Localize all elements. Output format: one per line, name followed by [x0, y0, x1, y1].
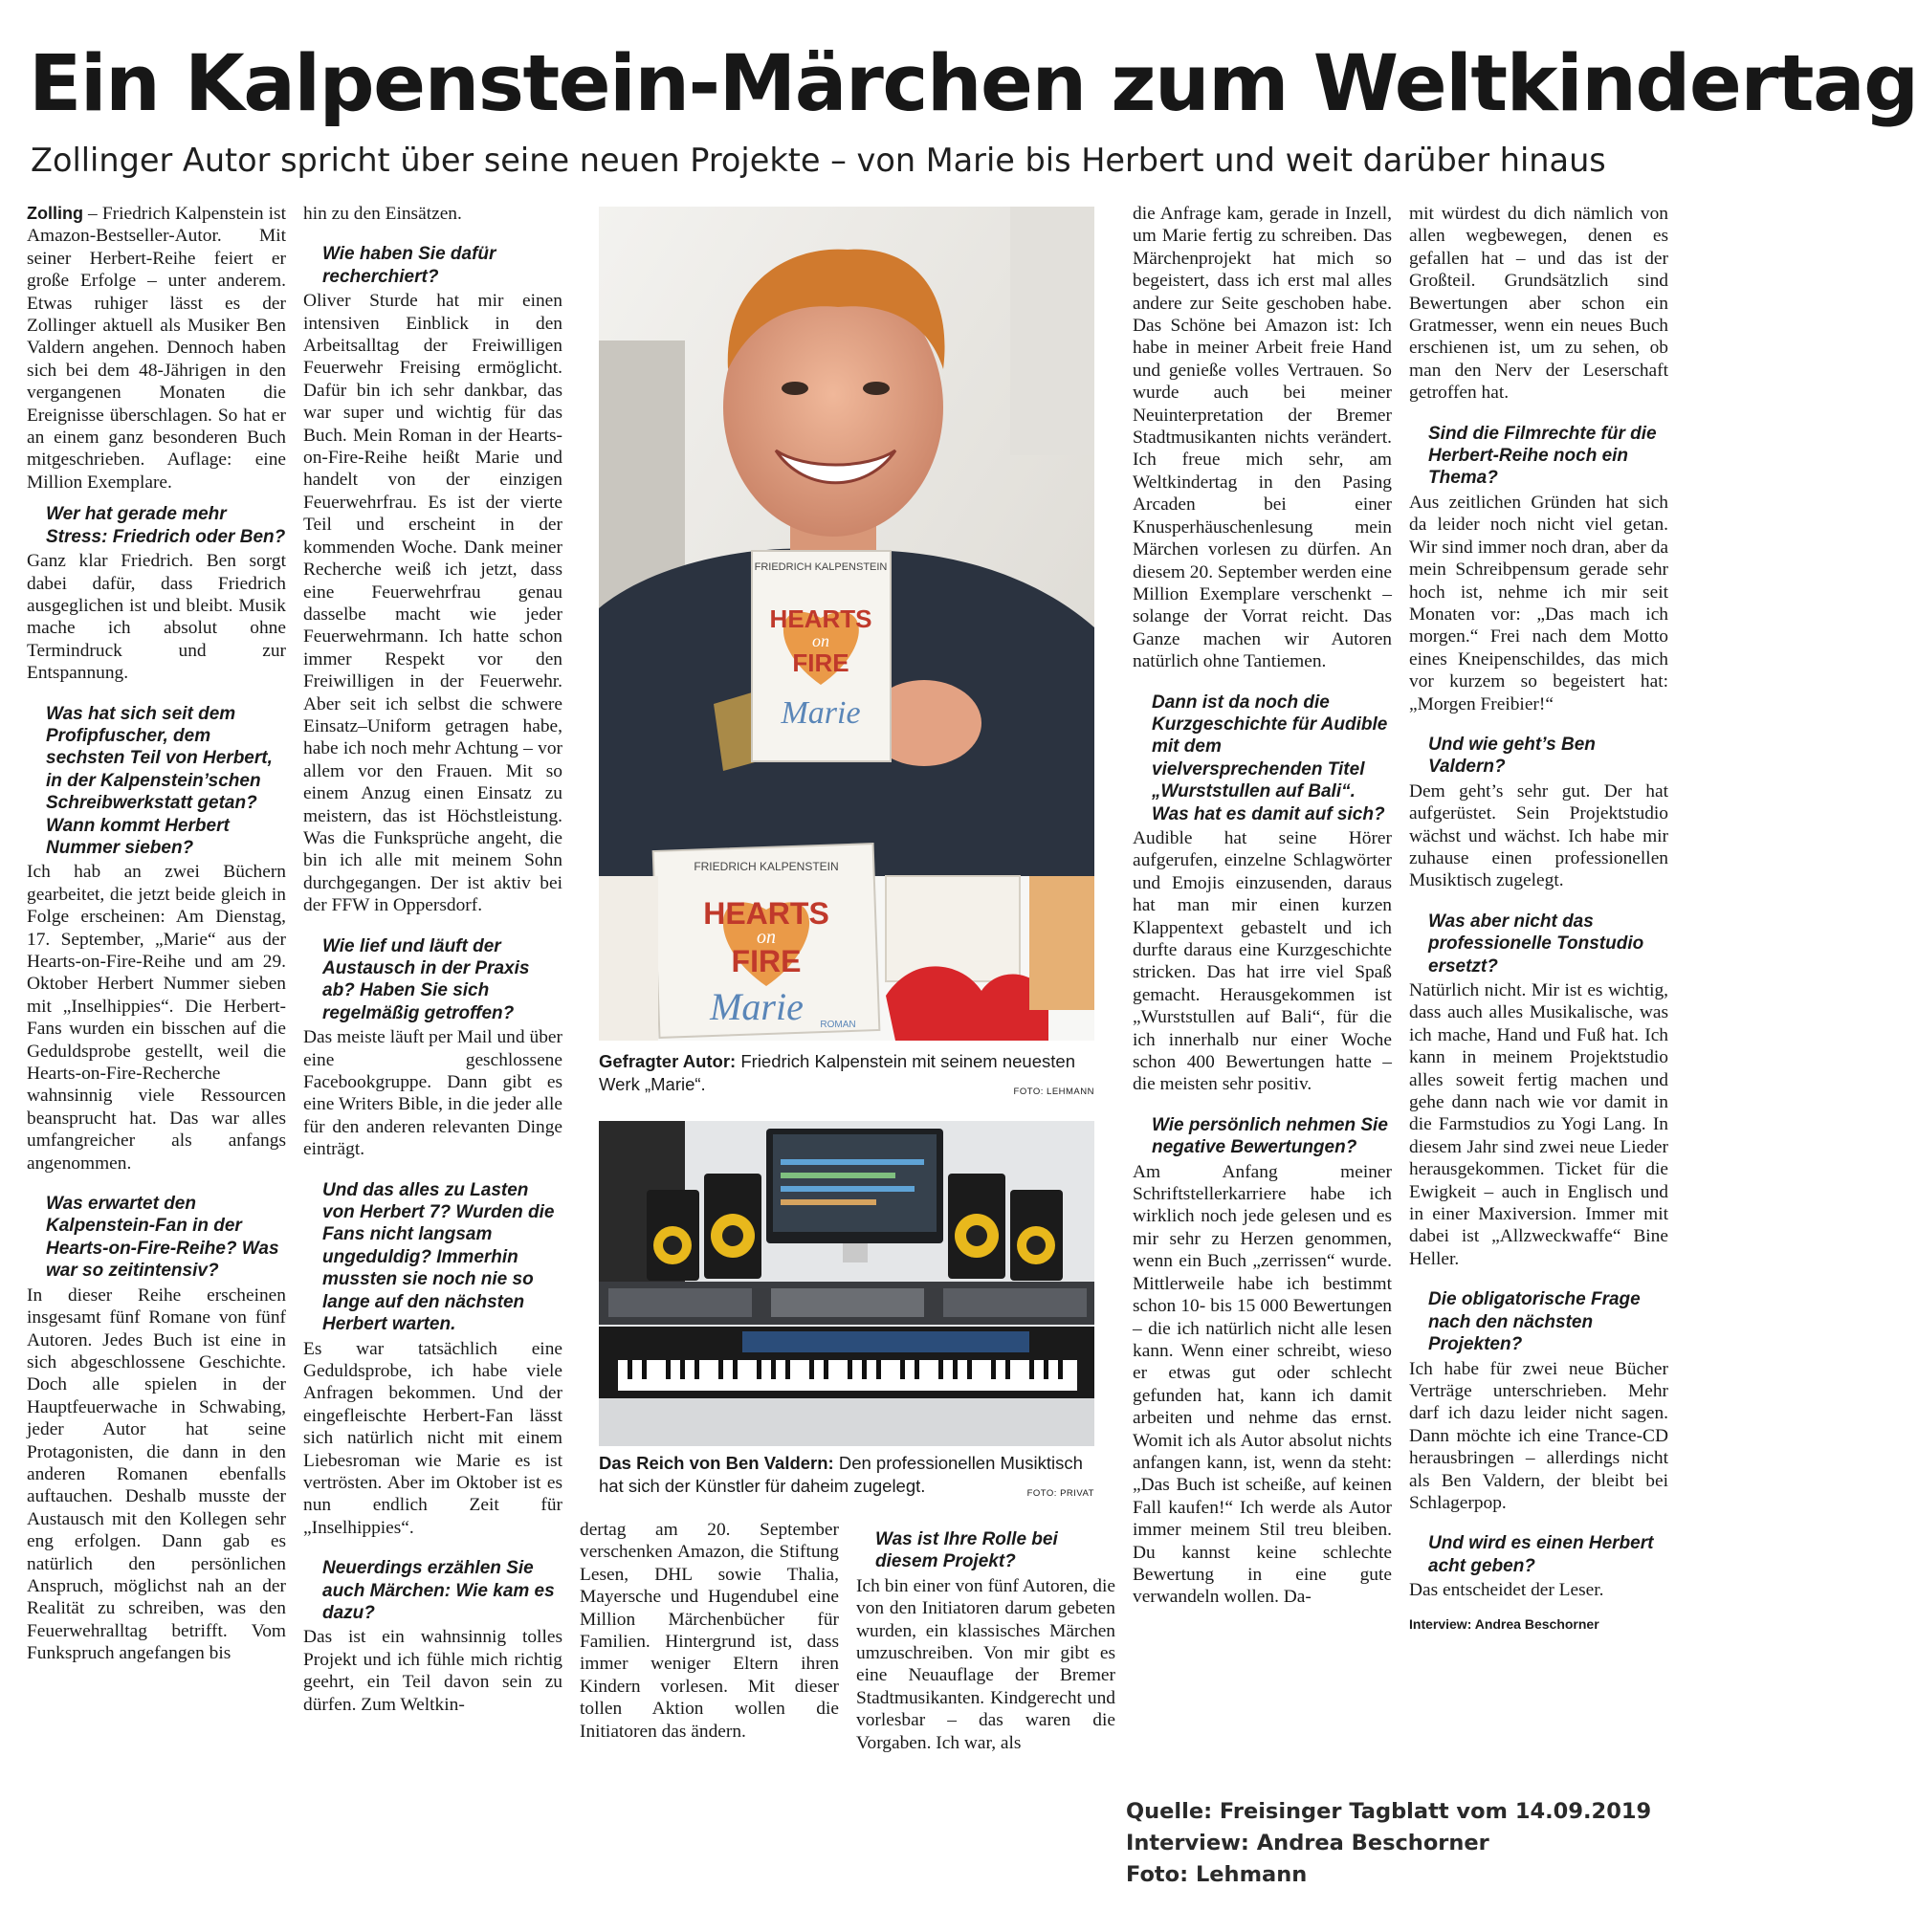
book-title-2: FIRE — [731, 944, 802, 978]
book-title-2: FIRE — [792, 648, 849, 677]
interview-question: Was erwartet den Kalpenstein-Fan in der Hearts-on-Fire-Reihe? Was war so zeitintensiv? — [46, 1194, 279, 1282]
interview-question: Und wie geht’s Ben Valdern? — [1428, 734, 1596, 778]
interview-answer: Natürlich nicht. Mir ist es wichtig, dass auch alles Musikalische, was ich mache, Hand und Fuß hat. Ich kann in meinem Projektstudio alles soweit fertig machen und gehe dann nach wie vor damit in die Farmstudios zu Yogi Lang. In diesem Jahr sind zwei neue Lieder herausgekommen. Ticket für die Ewigkeit – auch in Englisch und in einer Maxiversion. Immer mit dabei ist „Allzweckwaffe“ Bine Heller. — [1409, 980, 1668, 1269]
article-column-1 — [27, 203, 286, 1781]
interview-question: Wie lief und läuft der Austausch in der Praxis ab? Haben Sie sich regelmäßig getroffen? — [322, 935, 530, 1023]
dateline: Zolling — [27, 204, 83, 223]
photo-caption-studio — [599, 1452, 1094, 1502]
book-title-on: on — [757, 927, 776, 948]
intro-text: – Friedrich Kalpenstein ist Amazon-Bestseller-Autor. Mit seiner Herbert-Reihe feiert er große Erfolge – unter anderem. Etwas ruhiger lässt es der Zollinger aktuell als Musiker Ben Valdern angehen. Dennoch haben sich bei dem 48-Jährigen in den vergangenen Monaten die Ereignisse überschlagen. So hat er an einem ganz besonderen Buch mitgeschrieben. Auflage: eine Million Exemplare. — [27, 204, 286, 493]
article-column-3 — [580, 1519, 839, 1777]
interview-answer: Audible hat seine Hörer aufgerufen, einzelne Schlagwörter und Emojis einzusenden, daraus hat man mir einen kurzen Klappentext gebastelt und ich durfte daraus eine Kurzgeschichte stricken. Das hat irre viel Spaß gemacht. Herausgekommen ist „Wurststullen auf Bali“, für die ich innerhalb nur einer Woche schon 400 Bewertungen hatte – die meisten sehr positiv. — [1133, 827, 1392, 1095]
interview-answer: Aus zeitlichen Gründen hat sich da leider noch nicht viel getan. Wir sind immer noch dran, aber da mein Schreibpensum gerade sehr hoch ist, nehme ich mir seit Monaten vor: „Das mach ich morgen.“ Frei nach dem Motto eines Kneipenschildes, das mich vor kurzem so begeistert hat: „Morgen Freibier!“ — [1409, 492, 1668, 714]
article-column-4 — [856, 1519, 1115, 1777]
interview-answer: dertag am 20. September verschenken Amazon, die Stiftung Lesen, DHL sowie Thalia, Mayersche und Hugendubel eine Million Märchenbücher für Familien. Hintergrund ist, dass immer weniger Eltern ihren Kindern vorlesen. Mit dieser tollen Aktion wollen die Initiatoren das ändern. — [580, 1520, 839, 1742]
book-title-on: on — [812, 631, 829, 650]
photo-credit-line: Foto: Lehmann — [1126, 1862, 1308, 1887]
interview-answer: Ganz klar Friedrich. Ben sorgt dabei dafür, dass Friedrich ausgeglichen ist und bleibt. Musik mache ich absolut ohne Termindruck und zur Entspannung. — [27, 551, 286, 684]
interview-question: Und wird es einen Herbert acht geben? — [1428, 1533, 1654, 1576]
book-cover-table — [653, 844, 880, 1038]
book-title-1: HEARTS — [703, 896, 829, 931]
interview-question: Wie persönlich nehmen Sie negative Bewertungen? — [1152, 1114, 1388, 1158]
interview-question: Wie haben Sie dafür recherchiert? — [322, 244, 496, 287]
interview-answer: Das meiste läuft per Mail und über eine geschlossene Facebookgruppe. Dann gibt es eine Writers Bible, in die jeder alle für den anderen relevanten Dinge einträgt. — [303, 1027, 562, 1160]
interview-answer: In dieser Reihe erscheinen insgesamt fünf Romane von fünf Autoren. Jedes Buch ist eine in sich abgeschlossene Geschichte. Doch alle spielen in der Hauptfeuerwache in Schwabing, jeder Autor hat seine Protagonisten, die dann in den anderen Romanen ebenfalls auftauchen. Deshalb musste der Austausch mit den Kollegen sehr eng erfolgen. Dann gab es natürlich den persönlichen Anspruch, möglichst nah an der Realität zu schreiben, was den Feuerwehralltag betrifft. Vom Funkspruch angefangen bis — [27, 1284, 286, 1664]
interview-question: Und das alles zu Lasten von Herbert 7? Wurden die Fans nicht langsam ungeduldig? Immerhin mussten sie noch nie so lange auf den nächsten Herbert warten. — [322, 1179, 555, 1335]
article-column-5 — [1133, 203, 1392, 1781]
photo-credit: FOTO: PRIVAT — [1026, 1488, 1094, 1499]
paragraph — [27, 203, 286, 494]
interview-question: Was ist Ihre Rolle bei diesem Projekt? — [875, 1529, 1058, 1572]
interview-answer: mit würdest du dich nämlich von allen wegbewegen, denen es gefallen hat – und das ist der Großteil. Grundsätzlich sind Bewertungen aber schon ein Gratmesser, wenn ein neues Buch erschienen ist, um zu sehen, ob man den Nerv der Leserschaft getroffen hat. — [1409, 204, 1668, 404]
subheadline: Zollinger Autor spricht über seine neuen Projekte – von Marie bis Herbert und weit darüber hinaus — [31, 142, 1606, 179]
interview-answer: die Anfrage kam, gerade in Inzell, um Marie fertig zu schreiben. Das Märchenprojekt hat mich so begeistert, dass ich erst mal alles andere zur Seite geschoben habe. Das Schöne bei Amazon ist: Ich habe in meiner Arbeit freie Hand und genieße volles Vertrauen. So wurde auch bei meiner Neuinterpretation der Bremer Stadtmusikanten nichts verändert. Ich freue mich sehr, am Weltkindertag in den Pasing Arcaden bei einer Knusperhäuschenlesung mein Märchen vorlesen zu dürfen. An diesem 20. September werden eine Million Exemplare verschenkt – solange der Vorrat reicht. Das Ganze machen wir Autoren natürlich ohne Tantiemen. — [1133, 204, 1392, 672]
headline: Ein Kalpenstein-Märchen zum Weltkindertag — [29, 39, 1918, 129]
interview-question: Sind die Filmrechte für die Herbert-Reihe noch ein Thema? — [1428, 423, 1657, 489]
interview-answer: hin zu den Einsätzen. — [303, 204, 462, 224]
book-cover-held — [752, 551, 891, 761]
caption-text: Den professionellen Musiktisch hat sich der Künstler für daheim zugelegt. — [599, 1453, 1083, 1496]
studio-photo — [599, 1121, 1094, 1446]
interviewer-line: Interview: Andrea Beschorner — [1126, 1831, 1489, 1855]
interview-answer: Dem geht’s sehr gut. Der hat aufgerüstet. Sein Projektstudio wächst und wächst. Ich habe mir zuhause einen professionellen Musiktisch zugelegt. — [1409, 780, 1668, 891]
article-column-6 — [1409, 203, 1668, 1781]
interview-question: Dann ist da noch die Kurzgeschichte für Audible mit dem vielversprechenden Titel „Wurststullen auf Bali“. Was hat es damit auf sich? — [1152, 692, 1388, 824]
interview-answer: Ich bin einer von fünf Autoren, die von den Initiatoren darum gebeten wurden, ein klassisches Märchen umzuschreiben. Von mir gibt es eine Neuauflage der Bremer Stadtmusikanten. Kindgerecht und vorlesbar – das waren die Vorgaben. Ich war, als — [856, 1575, 1115, 1753]
article-column-2 — [303, 203, 562, 1781]
photo-caption-author — [599, 1050, 1094, 1100]
author-photo-illustration — [599, 207, 1094, 1041]
interview-signature: Interview: Andrea Beschorner — [1409, 1615, 1599, 1632]
author-photo — [599, 207, 1094, 1041]
book-title-1: HEARTS — [769, 604, 872, 633]
interview-question: Wer hat gerade mehr Stress: Friedrich oder Ben? — [46, 504, 286, 547]
book-subtitle: Marie — [710, 985, 804, 1028]
source-line: Quelle: Freisinger Tagblatt vom 14.09.2019 — [1126, 1799, 1652, 1824]
interview-answer: Ich hab an zwei Büchern gearbeitet, die jetzt beide gleich in Folge erscheinen: Am Dienstag, 17. September, „Marie“ aus der Hearts-on-Fire-Reihe und am 29. Oktober Herbert Nummer sieben mit „Inselhippies“. Die Herbert-Fans wurden ein bisschen auf die Geduldsprobe gestellt, weil die Hearts-on-Fire-Recherche wahnsinnig viele Ressourcen beansprucht hat. Das war alles umfangreicher als anfangs angenommen. — [27, 862, 286, 1174]
book-author: FRIEDRICH KALPENSTEIN — [694, 860, 839, 873]
book-author: FRIEDRICH KALPENSTEIN — [754, 561, 888, 573]
interview-answer: Es war tatsächlich eine Geduldsprobe, ich habe viele Anfragen bekommen. Und der eingefleischte Herbert-Fan lässt sich natürlich nicht mit einem Liebesroman wie Marie es ist vertrösten. Aber im Oktober ist es nun endlich Zeit für „Inselhippies“. — [303, 1338, 562, 1538]
photo-credit: FOTO: LEHMANN — [1013, 1087, 1094, 1097]
interview-answer: Das entscheidet der Leser. — [1409, 1580, 1604, 1601]
interview-question: Was hat sich seit dem Profipfuscher, dem sechsten Teil von Herbert, in der Kalpenstein’schen Schreibwerkstatt getan? Wann kommt Herbert Nummer sieben? — [46, 703, 273, 858]
interview-answer: Am Anfang meiner Schriftstellerkarriere habe ich wirklich noch jede gelesen und es mir sehr zu Herzen genommen, wenn ein Buch „zerrissen“ wurde. Mittlerweile habe ich bestimmt schon 10- bis 15 000 Bewertungen – die ich natürlich nicht alle lesen kann. Wenn einer schreibt, wieso er etwas gut oder schlecht gefunden hat, kann ich damit arbeiten und nehme das ernst. Womit ich als Autor absolut nichts anfangen kann, ist, wenn da steht: „Das Buch ist scheiße, auf keinen Fall kaufen!“ Ich werde als Autor immer meinem Stil treu bleiben. Du kannst keine schlechte Bewertung in eine gute verwandeln wollen. Da- — [1133, 1161, 1392, 1608]
caption-lead: Gefragter Autor: — [599, 1051, 737, 1071]
source-note — [1126, 1796, 1662, 1891]
caption-text: Friedrich Kalpenstein mit seinem neuesten Werk „Marie“. — [599, 1051, 1075, 1094]
book-subtitle: Marie — [781, 695, 861, 731]
interview-question: Neuerdings erzählen Sie auch Märchen: Wie kam es dazu? — [322, 1558, 555, 1623]
interview-answer: Das ist ein wahnsinnig tolles Projekt und ich fühle mich richtig geehrt, ein Teil davon sein zu dürfen. Zum Weltkin- — [303, 1627, 562, 1715]
interview-answer: Oliver Sturde hat mir einen intensiven Einblick in den Arbeitsalltag der Freiwilligen Feuerwehr Freising ermöglicht. Dafür bin ich sehr dankbar, das war super und wichtig für das Buch. Mein Roman in der Hearts-on-Fire-Reihe heißt Marie und handelt von der einzigen Feuerwehrfrau. Es ist der vierte Teil und erscheint in der kommenden Woche. Dank meiner Recherche weiß ich jetzt, dass eine Feuerwehrfrau genau dasselbe macht wie jeder Feuerwehrmann. Ich hatte schon immer Respekt vor den Freiwilligen in der Feuerwehr. Aber seit ich selbst die schwere Einsatz–Uniform getragen habe, habe ich noch mehr Achtung – vor allem vor den Frauen. Mit so einem Anzug einen Einsatz zu meistern, das ist Höchstleistung. Was die Funksprüche angeht, die bin ich alle mit meinem Sohn durchgegangen. Der ist aktiv bei der FFW in Oppersdorf. — [303, 291, 562, 916]
interview-question: Die obligatorische Frage nach den nächsten Projekten? — [1428, 1289, 1641, 1355]
book-genre: ROMAN — [820, 1020, 856, 1030]
caption-lead: Das Reich von Ben Valdern: — [599, 1453, 834, 1473]
studio-photo-illustration — [599, 1121, 1094, 1446]
interview-question: Was aber nicht das professionelle Tonstudio ersetzt? — [1428, 911, 1644, 977]
interview-answer: Ich habe für zwei neue Bücher Verträge unterschrieben. Mehr darf ich dazu leider nicht sagen. Dann möchte ich eine Trance-CD herausbringen – allerdings nicht als Ben Valdern, der bleibt bei Schlagerpop. — [1409, 1358, 1668, 1513]
